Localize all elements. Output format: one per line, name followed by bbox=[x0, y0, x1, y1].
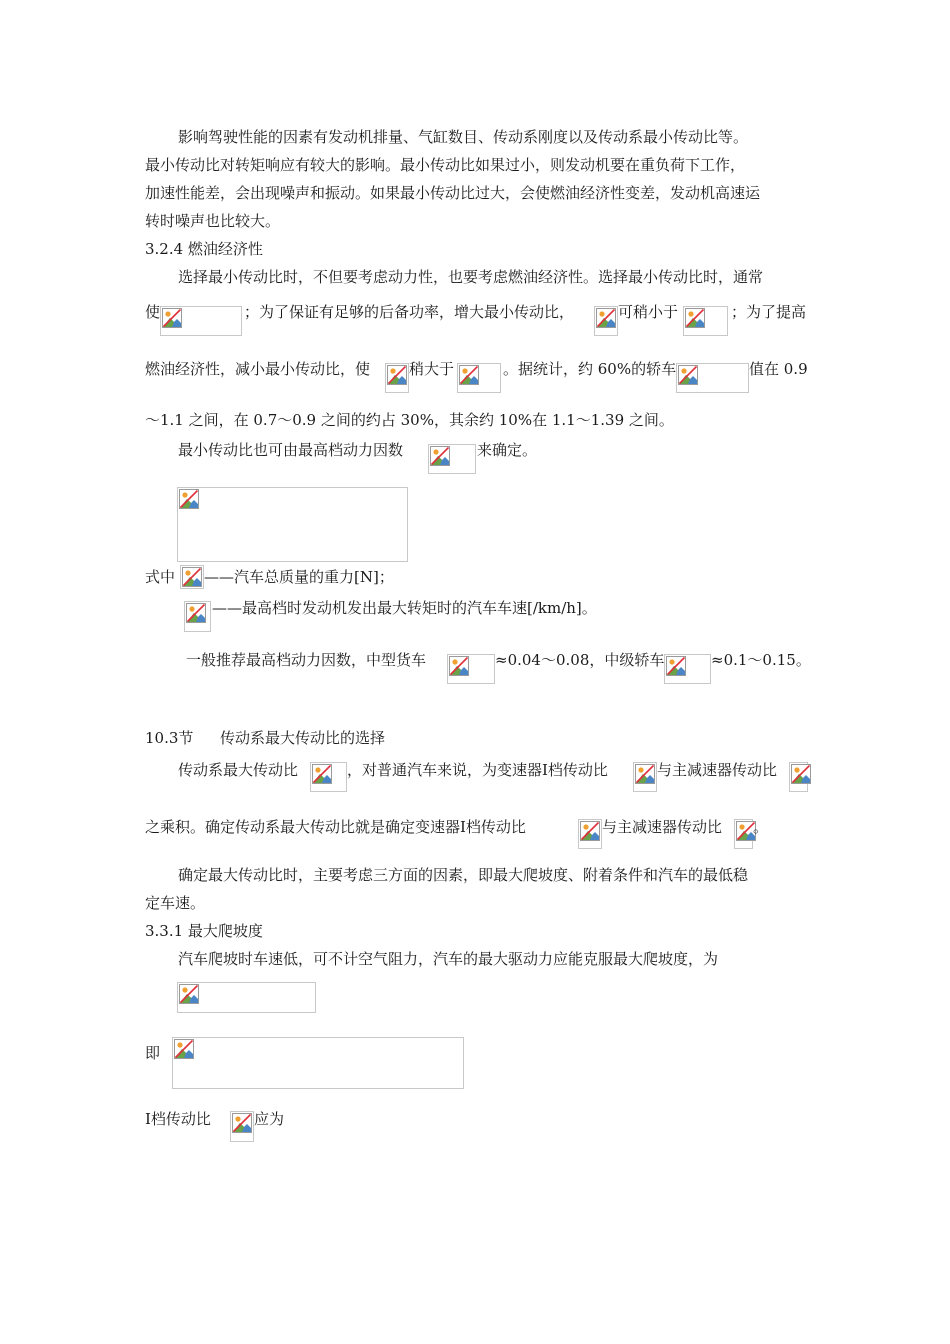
paragraph-line: 影响驾驶性能的因素有发动机排量、气缸数目、传动系刚度以及传动系最小传动比等。 bbox=[178, 128, 749, 146]
paragraph-text: 传动系最大传动比 bbox=[178, 761, 299, 779]
paragraph-text: 可稍小于 bbox=[618, 303, 679, 321]
broken-image-icon bbox=[312, 764, 332, 784]
paragraph-text: ；为了保证有足够的后备功率，增大最小传动比， bbox=[244, 303, 575, 321]
broken-image-icon bbox=[596, 308, 616, 328]
formula-image bbox=[664, 654, 711, 684]
paragraph-text: 稍大于 bbox=[409, 360, 455, 378]
paragraph-text: Ⅰ档传动比 bbox=[145, 1110, 211, 1128]
formula-image bbox=[633, 762, 657, 792]
paragraph-line: 确定最大传动比时，主要考虑三方面的因素，即最大爬坡度、附着条件和汽车的最低稳 bbox=[178, 866, 749, 884]
broken-image-icon bbox=[459, 365, 479, 385]
formula-image bbox=[230, 1111, 254, 1142]
broken-image-icon bbox=[791, 764, 811, 784]
paragraph-text: 来确定。 bbox=[477, 441, 538, 459]
paragraph-line: 汽车爬坡时车速低，可不计空气阻力，汽车的最大驱动力应能克服最大爬坡度，为 bbox=[178, 950, 719, 968]
paragraph-text: ；为了提高 bbox=[731, 303, 807, 321]
formula-image bbox=[160, 306, 242, 336]
equation-image bbox=[172, 1037, 464, 1089]
section-number: 10.3节 bbox=[145, 729, 194, 747]
broken-image-icon bbox=[580, 821, 600, 841]
broken-image-icon bbox=[182, 567, 202, 587]
broken-image-icon bbox=[685, 308, 705, 328]
equation-image bbox=[177, 982, 316, 1013]
broken-image-icon bbox=[179, 984, 199, 1004]
paragraph-line: 加速性能差，会出现噪声和振动。如果最小传动比过大，会使燃油经济性变差，发动机高速运 bbox=[145, 184, 761, 202]
broken-image-icon bbox=[174, 1039, 194, 1059]
formula-image bbox=[184, 601, 211, 632]
formula-image bbox=[734, 819, 753, 849]
broken-image-icon bbox=[179, 489, 199, 509]
paragraph-text: 即 bbox=[145, 1044, 161, 1062]
paragraph-text: ≈0.1～0.15。 bbox=[711, 651, 811, 669]
formula-image bbox=[428, 444, 476, 474]
section-heading: 3.3.1 最大爬坡度 bbox=[145, 922, 263, 940]
where-label: 式中 bbox=[145, 568, 176, 586]
paragraph-text: ≈0.04～0.08，中级轿车 bbox=[495, 651, 665, 669]
formula-image bbox=[310, 762, 347, 792]
broken-image-icon bbox=[162, 308, 182, 328]
paragraph-text: 。据统计，约 60%的轿车 bbox=[503, 360, 677, 378]
formula-image bbox=[789, 762, 808, 792]
section-title: 传动系最大传动比的选择 bbox=[220, 729, 386, 747]
paragraph-text: ，对普通汽车来说，为变速器Ⅰ档传动比 bbox=[347, 761, 608, 779]
paragraph-text: 应为 bbox=[254, 1110, 285, 1128]
formula-image bbox=[594, 306, 618, 336]
paragraph-text: 最小传动比也可由最高档动力因数 bbox=[178, 441, 404, 459]
paragraph-text: 。 bbox=[753, 818, 769, 836]
paragraph-line: 转时噪声也比较大。 bbox=[145, 212, 281, 230]
broken-image-icon bbox=[678, 365, 698, 385]
broken-image-icon bbox=[635, 764, 655, 784]
paragraph-text: ——最高档时发动机发出最大转矩时的汽车车速[/km/h]。 bbox=[212, 599, 597, 617]
paragraph-line: ～1.1 之间，在 0.7～0.9 之间的约占 30%，其余约 10%在 1.1～1.39 之间。 bbox=[145, 411, 674, 429]
section-heading: 3.2.4 燃油经济性 bbox=[145, 240, 263, 258]
formula-image bbox=[578, 819, 602, 849]
broken-image-icon bbox=[186, 603, 206, 623]
broken-image-icon bbox=[232, 1113, 252, 1133]
paragraph-line: 选择最小传动比时，不但要考虑动力性，也要考虑燃油经济性。选择最小传动比时，通常 bbox=[178, 268, 764, 286]
paragraph-text: 值在 0.9 bbox=[749, 360, 808, 378]
paragraph-text: ——汽车总质量的重力[N]； bbox=[204, 568, 394, 586]
paragraph-line: 定车速。 bbox=[145, 894, 206, 912]
formula-image bbox=[180, 565, 204, 589]
formula-image bbox=[683, 306, 728, 336]
paragraph-text: 一般推荐最高档动力因数，中型货车 bbox=[186, 651, 427, 669]
formula-image bbox=[457, 363, 501, 393]
broken-image-icon bbox=[430, 446, 450, 466]
paragraph-text: 与主减速器传动比 bbox=[657, 761, 778, 779]
paragraph-text: 燃油经济性，减小最小传动比，使 bbox=[145, 360, 371, 378]
equation-image bbox=[177, 487, 408, 562]
paragraph-line: 最小传动比对转矩响应有较大的影响。最小传动比如果过小，则发动机要在重负荷下工作， bbox=[145, 156, 746, 174]
paragraph-text: 与主减速器传动比 bbox=[602, 818, 723, 836]
paragraph-text: 之乘积。确定传动系最大传动比就是确定变速器Ⅰ档传动比 bbox=[145, 818, 526, 836]
formula-image bbox=[385, 363, 409, 393]
broken-image-icon bbox=[449, 656, 469, 676]
formula-image bbox=[447, 654, 495, 684]
formula-image bbox=[676, 363, 749, 393]
paragraph-text: 使 bbox=[145, 303, 161, 321]
broken-image-icon bbox=[666, 656, 686, 676]
broken-image-icon bbox=[387, 365, 407, 385]
